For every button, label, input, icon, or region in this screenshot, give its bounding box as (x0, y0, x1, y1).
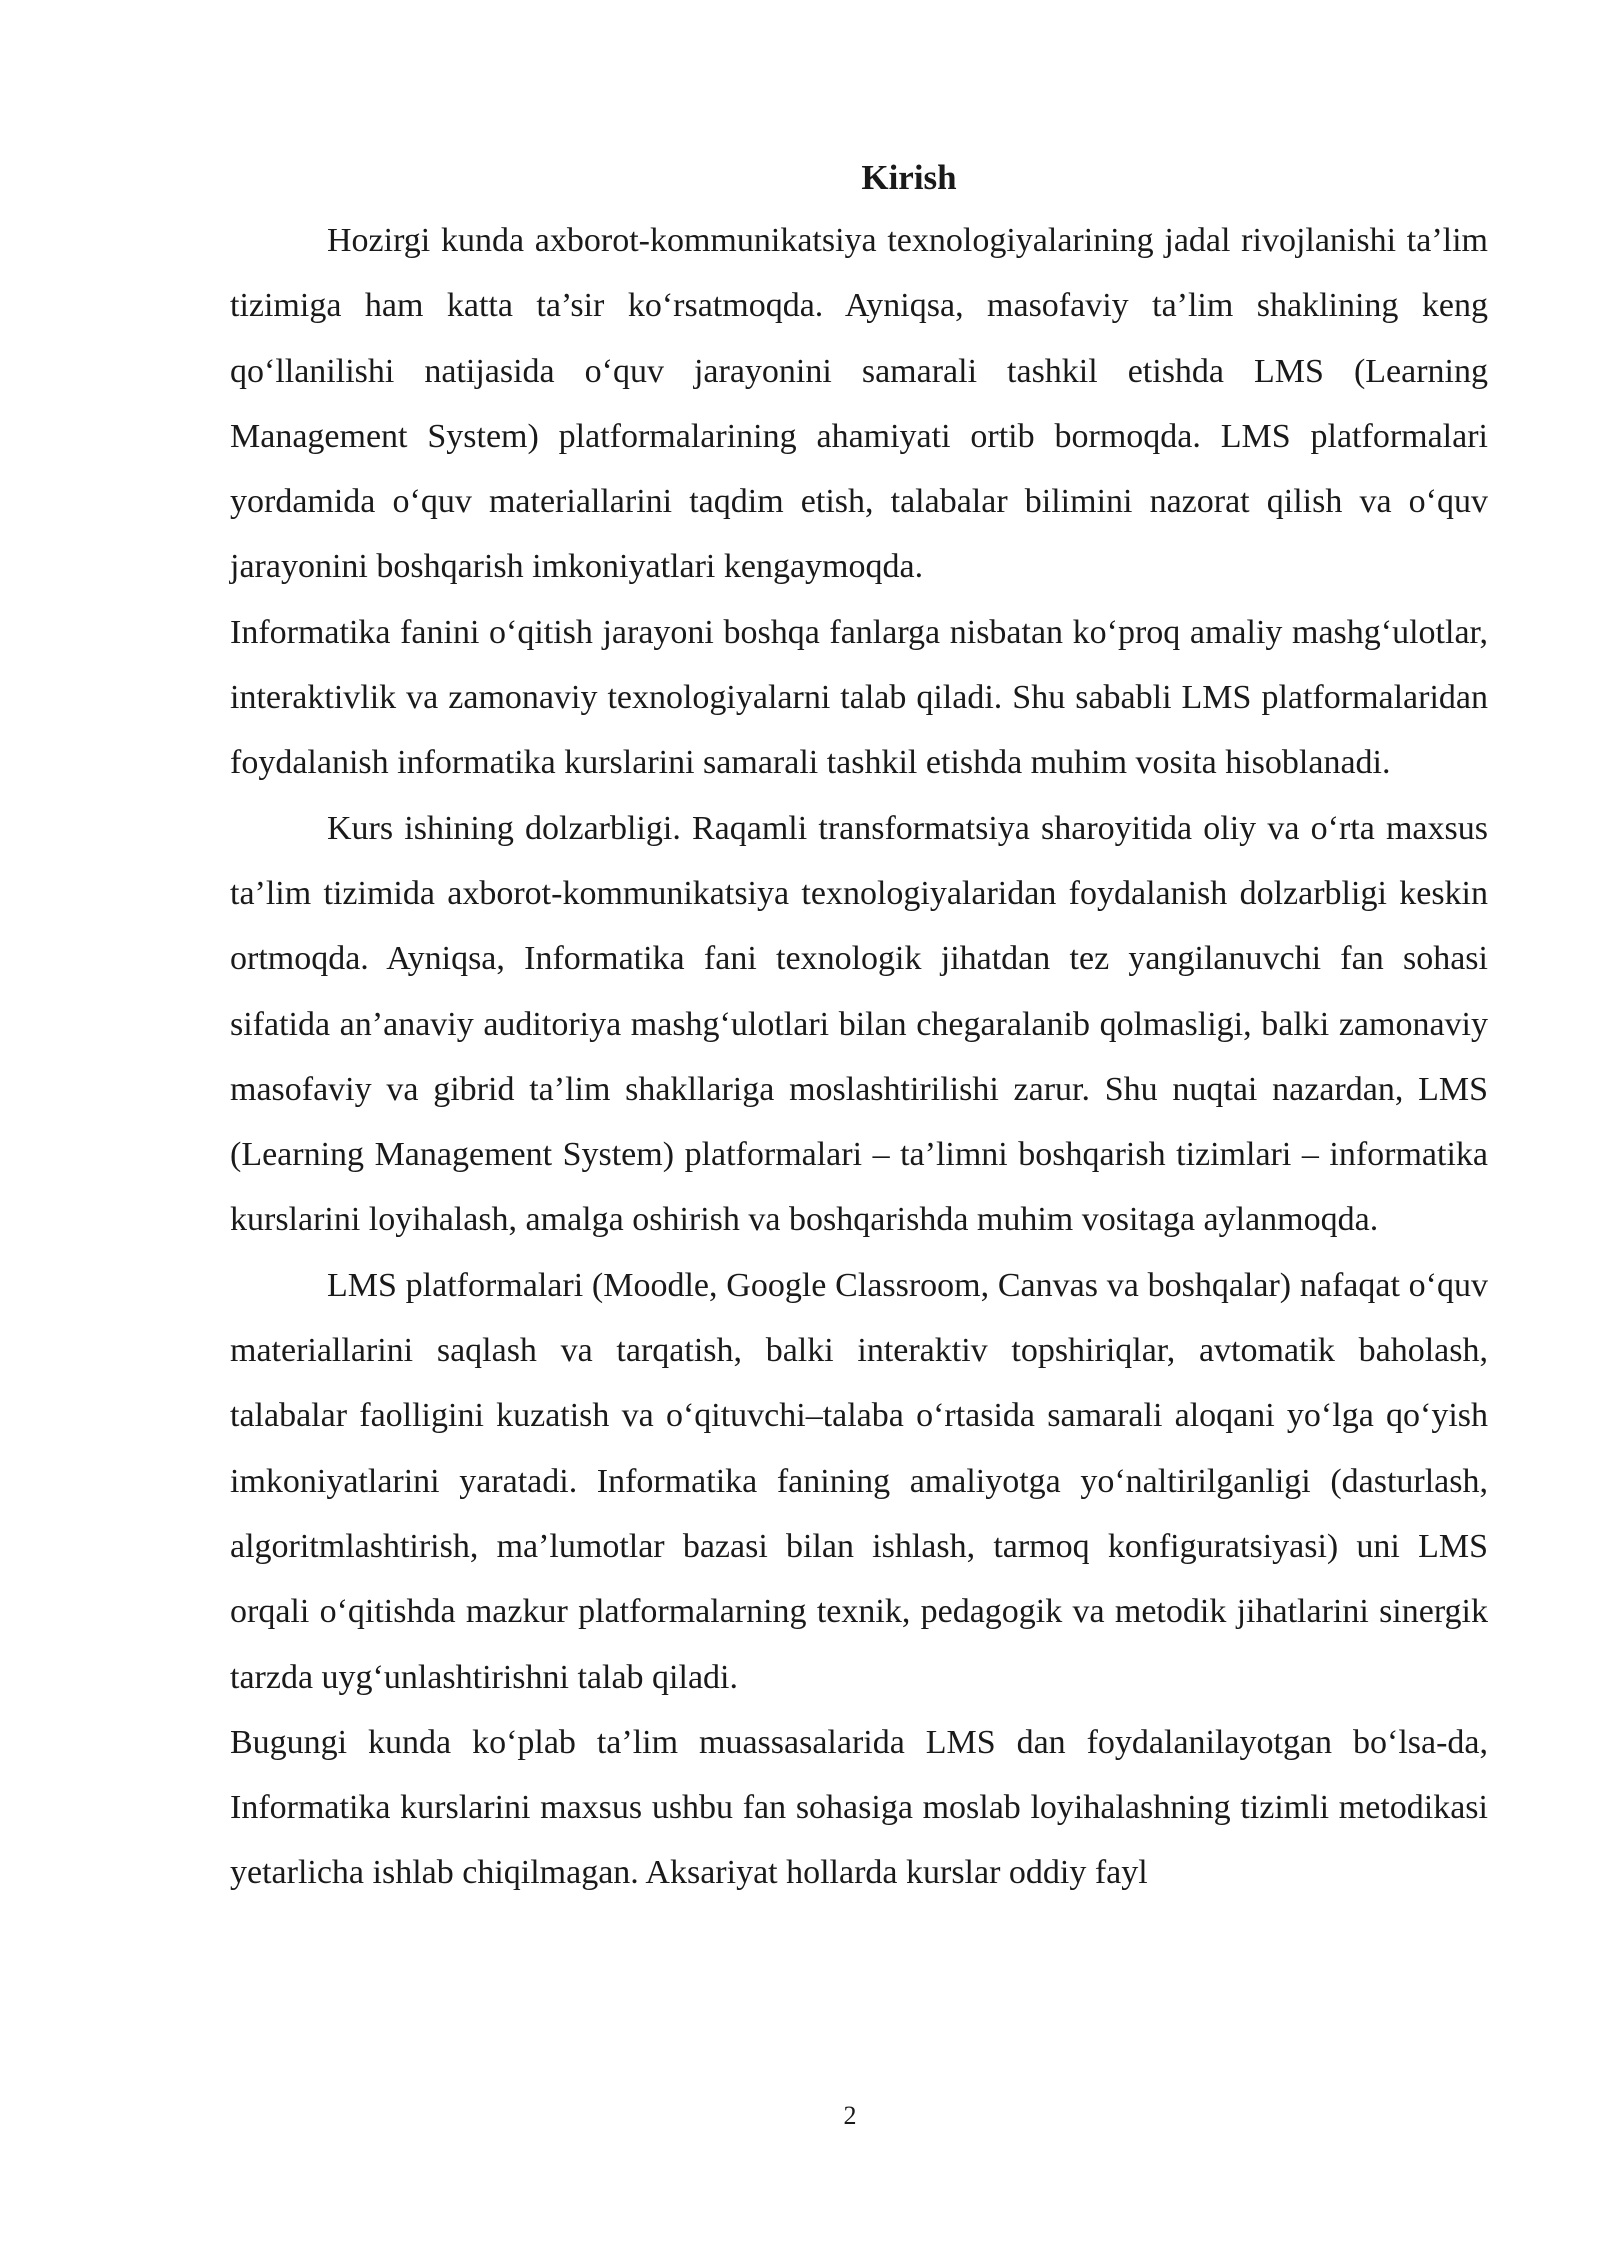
page-number: 2 (843, 2101, 857, 2130)
section-title: Kirish (861, 158, 957, 197)
paragraph-2: Informatika fanini o‘qitish jarayoni boshqa fanlarga nisbatan ko‘proq amaliy mashg‘ulotlar, interaktivlik va zamonaviy texnologiyalarni talab qiladi. Shu sababli LMS platformalaridan foydalanish informatika kurslarini samarali tashkil etishda muhim vosita hisoblanadi. (230, 613, 1488, 782)
paragraph-3: Kurs ishining dolzarbligi. Raqamli transformatsiya sharoyitida oliy va o‘rta maxsus ta’lim tizimida axborot-kommunikatsiya texnologiyalaridan foydalanish dolzarbligi keskin ortmoqda. Ayniqsa, Informatika fani texnologik jihatdan tez yangilanuvchi fan sohasi sifatida an’anaviy auditoriya mashg‘ulotlari bilan chegaralanib qolmasligi, balki zamonaviy masofaviy va gibrid ta’lim shakllariga moslashtirilishi zarur. Shu nuqtai nazardan, LMS (Learning Management System) platformalari – ta’limni boshqarish tizimlari – informatika kurslarini loyihalash, amalga oshirish va boshqarishda muhim vositaga aylanmoqda. (230, 809, 1488, 1239)
paragraph-4: LMS platformalari (Moodle, Google Classroom, Canvas va boshqalar) nafaqat o‘quv materiallarini saqlash va tarqatish, balki interaktiv topshiriqlar, avtomatik baholash, talabalar faolligini kuzatish va o‘qituvchi–talaba o‘rtasida samarali aloqani yo‘lga qo‘yish imkoniyatlarini yaratadi. Informatika fanining amaliyotga yo‘naltirilganligi (dasturlash, algoritmlashtirish, ma’lumotlar bazasi bilan ishlash, tarmoq konfiguratsiyasi) uni LMS orqali o‘qitishda mazkur platformalarning texnik, pedagogik va metodik jihatlarini sinergik tarzda uyg‘unlashtirishni talab qiladi. (230, 1266, 1488, 1696)
page-content (230, 148, 1488, 1906)
paragraph-1: Hozirgi kunda axborot-kommunikatsiya texnologiyalarining jadal rivojlanishi ta’lim tizimiga ham katta ta’sir ko‘rsatmoqda. Ayniqsa, masofaviy ta’lim shaklining keng qo‘llanilishi natijasida o‘quv jarayonini samarali tashkil etishda LMS (Learning Management System) platformalarining ahamiyati ortib bormoqda. LMS platformalari yordamida o‘quv materiallarini taqdim etish, talabalar bilimini nazorat qilish va o‘quv jarayonini boshqarish imkoniyatlari kengaymoqda. (230, 222, 1488, 586)
paragraph-5: Bugungi kunda ko‘plab ta’lim muassasalarida LMS dan foydalanilayotgan bo‘lsa-da, Informatika kurslarini maxsus ushbu fan sohasiga moslab loyihalashning tizimli metodikasi yetarlicha ishlab chiqilmagan. Aksariyat hollarda kurslar oddiy fayl (230, 1723, 1488, 1892)
